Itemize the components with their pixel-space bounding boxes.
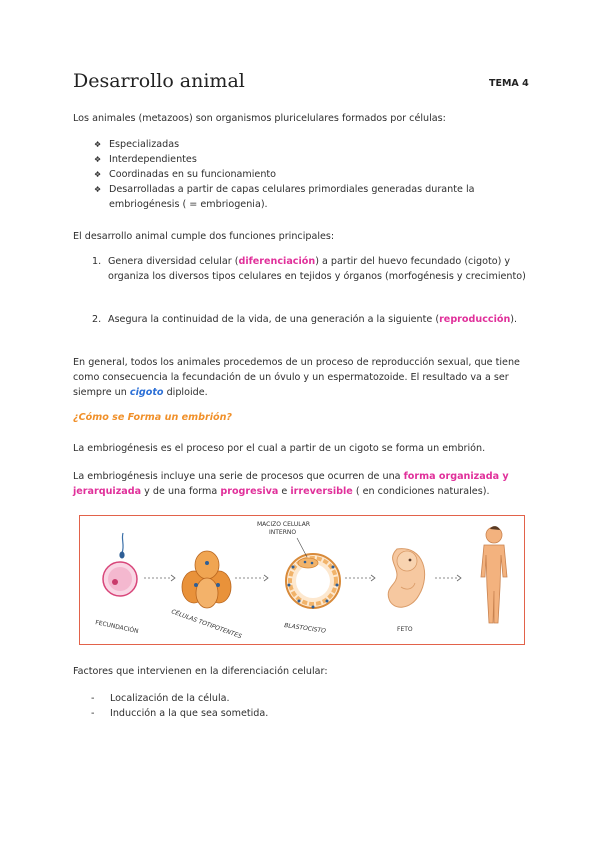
blastocyst-icon	[286, 554, 340, 609]
functions-intro: El desarrollo animal cumple dos funciones principales:	[73, 231, 335, 242]
label-blastocisto: BLASTOCISTO	[283, 622, 327, 635]
diamond-bullet-icon: ❖	[94, 170, 102, 179]
function-item-1: 1. Genera diversidad celular (diferenciación) a partir del huevo fecundado (cigoto) y organiza los diversos tipos celulares en tejidos y órganos (morfogénesis y crecimiento)	[92, 256, 526, 282]
page-title: Desarrollo animal	[73, 70, 245, 92]
general-paragraph: En general, todos los animales procedemos de un proceso de reproducción sexual, que tiene como consecuencia la fecundación de un óvulo y un espermatozoide. El resultado va a ser siempre un cigoto diploide.	[73, 357, 520, 398]
diamond-bullet-icon: ❖	[94, 140, 102, 149]
intro-paragraph: Los animales (metazoos) son organismos pluricelulares formados por células:	[73, 113, 446, 124]
list-item: ❖ Especializadas	[94, 139, 180, 150]
factors-intro: Factores que intervienen en la diferenciación celular:	[73, 666, 328, 677]
embryogenesis-process: La embriogénesis incluye una serie de procesos que ocurren de una forma organizada y jerarquizada y de una forma progresiva e irreversible ( en condiciones naturales).	[73, 471, 509, 497]
label-interno: INTERNO	[269, 529, 297, 536]
label-macizo-celular: MACIZO CELULAR	[257, 521, 311, 528]
list-item: - Inducción a la que sea sometida.	[91, 708, 269, 719]
function-item-2: 2. Asegura la continuidad de la vida, de una generación a la siguiente (reproducción).	[92, 314, 518, 325]
label-fecundacion: FECUNDACIÓN	[94, 619, 140, 636]
highlight-diferenciacion: diferenciación	[238, 256, 316, 267]
cell-traits-list	[94, 137, 524, 212]
list-item: ❖ Desarrolladas a partir de capas celulares primordiales generadas durante la embriogénesis ( = embriogenia).	[94, 184, 475, 210]
list-item: - Localización de la célula.	[91, 693, 230, 704]
list-item: ❖ Interdependientes	[94, 154, 197, 165]
factors-list	[91, 691, 268, 721]
label-feto: FETO	[397, 626, 413, 633]
embryogenesis-definition: La embriogénesis es el proceso por el cual a partir de un cigoto se forma un embrión.	[73, 443, 486, 454]
embryo-development-figure	[79, 515, 525, 645]
label-celulas-totipotentes: CÉLULAS TOTIPOTENTES	[170, 608, 243, 641]
highlight-reproduccion: reproducción	[439, 314, 511, 325]
list-item: ❖ Coordinadas en su funcionamiento	[94, 169, 277, 180]
diamond-bullet-icon: ❖	[94, 185, 102, 194]
section-question: ¿Cómo se Forma un embrión?	[73, 412, 232, 423]
diamond-bullet-icon: ❖	[94, 155, 102, 164]
highlight-cigoto: cigoto	[129, 387, 164, 398]
topic-number: TEMA 4	[489, 78, 529, 89]
